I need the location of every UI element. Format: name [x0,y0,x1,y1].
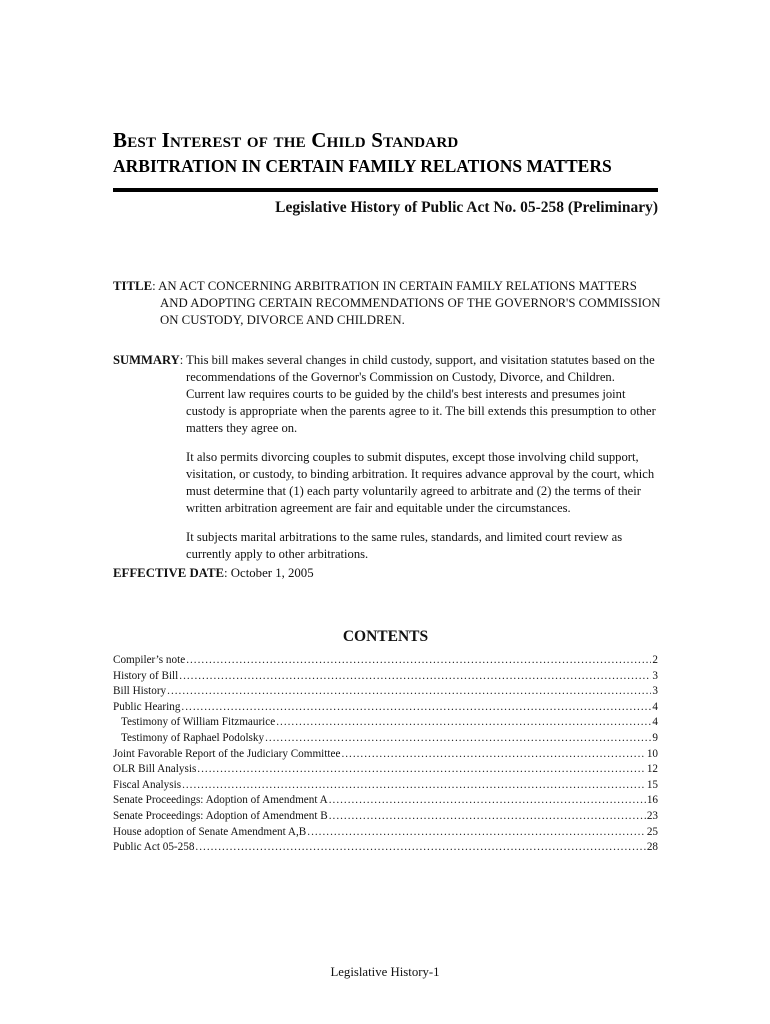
act-title-line: ON CUSTODY, DIVORCE AND CHILDREN. [160,313,405,328]
table-of-contents [113,653,658,856]
toc-entry[interactable]: Compiler’s note ..... 2 [113,653,658,669]
contents-heading: CONTENTS [342,628,429,645]
act-title-line: TITLE: AN ACT CONCERNING ARBITRATION IN CERTAIN FAMILY RELATIONS MATTERS [113,279,637,293]
toc-entry[interactable]: Public Act 05-258 ..... 28 [113,840,658,856]
document-title: Best Interest of the Child Standard [113,128,459,152]
legislative-history-heading: Legislative History of Public Act No. 05-258 (Preliminary) [275,199,658,216]
summary-paragraph [113,529,673,563]
toc-entry[interactable]: OLR Bill Analysis ..... 12 [113,762,658,778]
toc-entry[interactable]: Testimony of William Fitzmaurice ..... 4 [113,715,658,731]
page-footer: Legislative History-1 [330,965,440,979]
summary-line: custody is appropriate when the parents agree to it. The bill extends this presumption to other [186,404,656,418]
summary-line: Current law requires courts to be guided by the child's best interests and presumes joint [186,387,626,401]
summary-line: recommendations of the Governor's Commission on Custody, Divorce, and Children. [186,370,615,384]
summary-line: written arbitration agreement are fair and equitable under the circumstances. [186,501,571,515]
summary-line: visitation, or custody, to binding arbitration. It requires advance approval by the court, which [186,467,655,481]
document-subtitle: ARBITRATION IN CERTAIN FAMILY RELATIONS MATTERS [113,156,612,176]
summary-section [113,352,673,563]
toc-entry[interactable]: House adoption of Senate Amendment A,B ..... 25 [113,825,658,841]
toc-entry[interactable]: Public Hearing ..... 4 [113,700,658,716]
toc-entry[interactable]: History of Bill ..... 3 [113,669,658,685]
summary-label: SUMMARY [113,353,180,367]
summary-line: currently apply to other arbitrations. [186,547,369,561]
act-title-line: AND ADOPTING CERTAIN RECOMMENDATIONS OF THE GOVERNOR'S COMMISSION [160,296,661,311]
effective-date-label: EFFECTIVE DATE [113,566,225,580]
act-title-label: TITLE [113,279,153,293]
toc-entry[interactable]: Senate Proceedings: Adoption of Amendment B ..... 23 [113,809,658,825]
summary-line: It also permits divorcing couples to submit disputes, except those involving child support, [186,450,639,464]
toc-entry[interactable]: Bill History ..... 3 [113,684,658,700]
effective-date-value: : October 1, 2005 [224,566,314,580]
summary-line: SUMMARY: This bill makes several changes in child custody, support, and visitation statutes based on the [113,353,655,367]
toc-entry[interactable]: Joint Favorable Report of the Judiciary Committee ..... 10 [113,747,658,763]
act-title-section [113,278,673,330]
summary-line: matters they agree on. [186,421,298,435]
summary-line: It subjects marital arbitrations to the same rules, standards, and limited court review as [186,530,623,544]
toc-entry[interactable]: Senate Proceedings: Adoption of Amendment A ..... 16 [113,793,658,809]
summary-paragraph [113,449,673,517]
title-rule [113,188,658,192]
toc-entry[interactable]: Fiscal Analysis ..... 15 [113,778,658,794]
toc-entry[interactable]: Testimony of Raphael Podolsky ..... 9 [113,731,658,747]
effective-date [113,565,314,582]
summary-line: must determine that (1) each party voluntarily agreed to arbitrate and (2) the terms of their [186,484,641,498]
